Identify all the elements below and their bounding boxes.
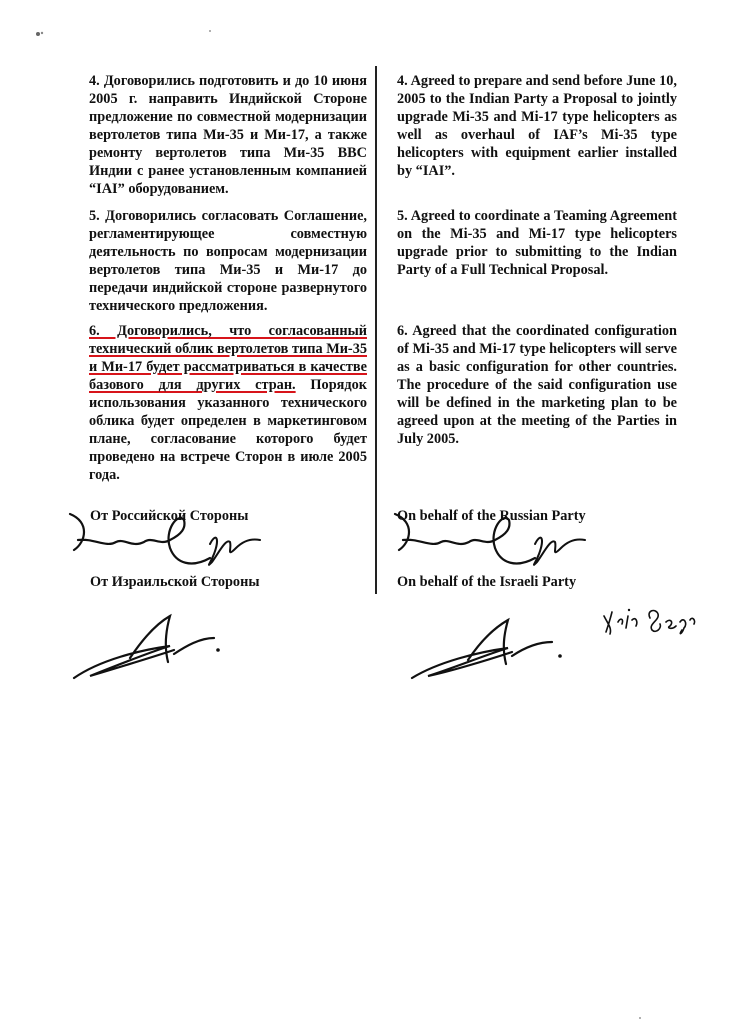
ru-paragraph-5: 5. Договорились согласовать Соглашение, регламентирующее совместную деятельность по вопросам модернизации вертолетов типа Ми-35 и Ми-17 до передачи индийской стороне развернутого технического предложения.: [89, 208, 367, 314]
en-israeli-party-label: On behalf of the Israeli Party: [397, 574, 577, 590]
en-paragraph-5: 5. Agreed to coordinate a Teaming Agreement on the Mi-35 and Mi-17 type helicopters upgrade prior to submitting to the Indian Party of a Full Technical Proposal.: [397, 208, 677, 278]
ru-paragraph-6-rest: Порядок использования указанного технического облика будет определен в маркетинговом плане, согласование которого будет проведено на встрече Сторон в июле 2005 года.: [89, 377, 367, 483]
en-paragraph-6: 6. Agreed that the coordinated configuration of Mi-35 and Mi-17 type helicopters will serve as a basic configuration for other countries. The procedure of the said configuration use will be defined in the marketing plan to be agreed upon at the meeting of the Parties in July 2005.: [397, 323, 677, 447]
ru-paragraph-4: 4. Договорились подготовить и до 10 июня 2005 г. направить Индийской Стороне предложение по совместной модернизации вертолетов типа Ми-35 и Ми-17, а также ремонту вертолетов типа Ми-35 ВВС Индии с ранее установленным компанией “IAI” оборудованием.: [89, 73, 367, 197]
israeli-signature-right: [408, 616, 578, 696]
handwritten-note-signature: [598, 598, 708, 638]
en-paragraph-4: 4. Agreed to prepare and send before June 10, 2005 to the Indian Party a Proposal to jointly upgrade Mi-35 and Mi-17 type helicopters as well as overhaul of IAF’s Mi-35 type helicopters with equipment earlier installed by “IAI”.: [397, 73, 677, 179]
russian-signature-left: [60, 508, 280, 578]
ru-paragraph-6: [89, 322, 367, 484]
ru-paragraph-6-highlighted: 6. Договорились, что согласованный технический облик вертолетов типа Ми-35 и Ми-17 будет рассматриваться в качестве базового для других стран.: [89, 323, 367, 393]
column-divider: [375, 66, 377, 594]
en-russian-party-label: On behalf of the Russian Party: [397, 508, 586, 524]
ru-israeli-party-label: От Израильской Стороны: [90, 574, 260, 590]
israeli-signature-left: [70, 610, 240, 690]
russian-signature-right: [385, 508, 605, 578]
ru-russian-party-label: От Российской Стороны: [90, 508, 249, 524]
